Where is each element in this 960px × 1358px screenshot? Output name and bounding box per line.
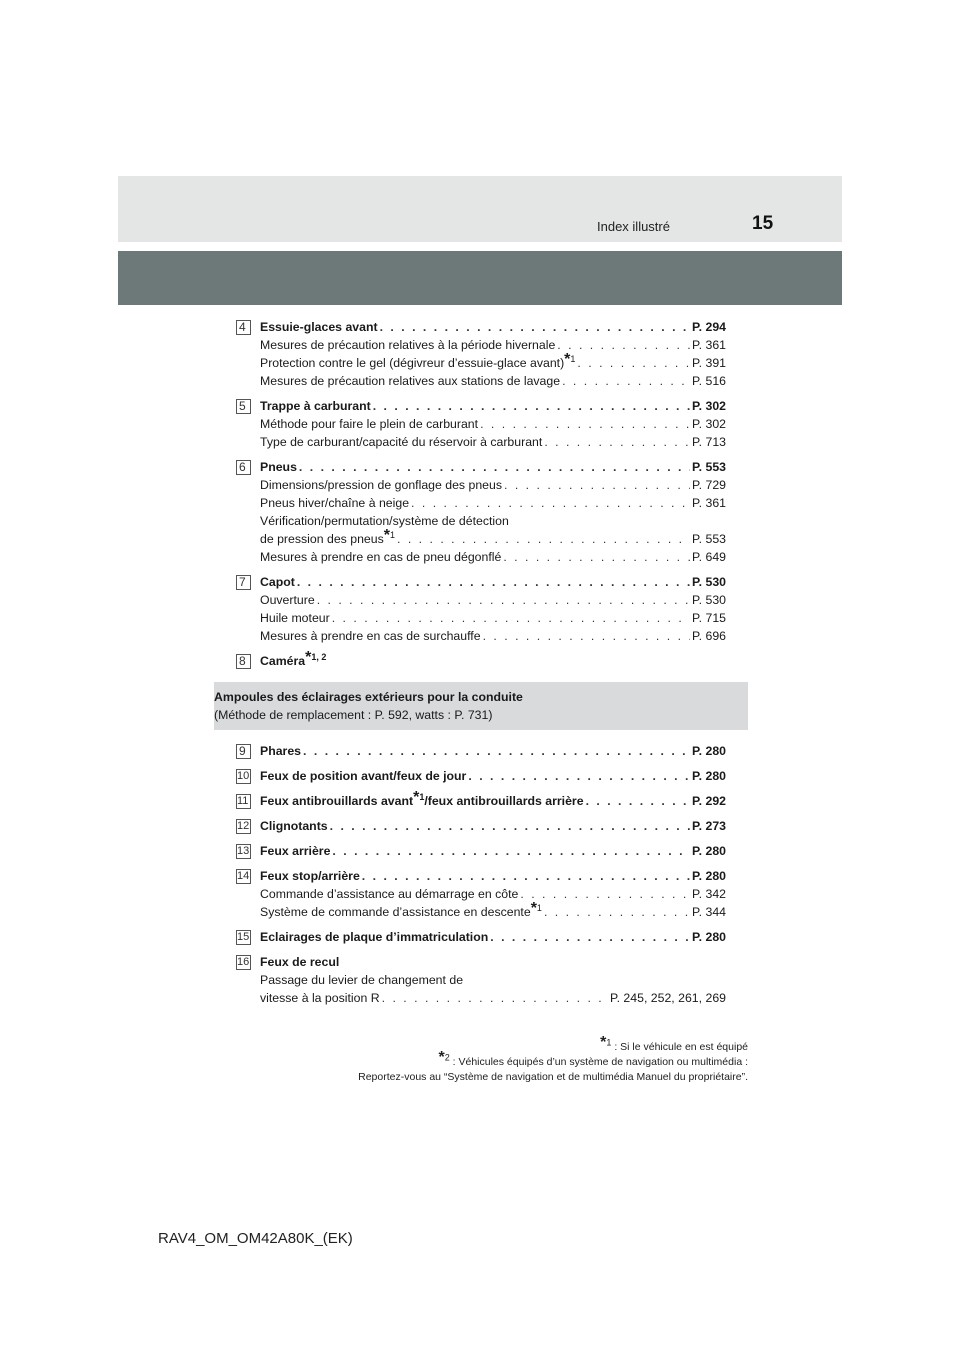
sub-entry: Mesures à prendre en cas de surchauffe [260, 629, 481, 643]
sub-entry-page-link[interactable]: P. 342 [692, 887, 726, 901]
index-entry-wipers [236, 318, 726, 390]
index-entry-turn-signals [236, 817, 726, 835]
index-content [214, 318, 726, 1014]
callout-number: 7 [236, 575, 251, 590]
index-entry-fog-lights [236, 789, 726, 810]
sub-entry: Huile moteur [260, 611, 330, 625]
entry-title: Feux de position avant/feux de jour [260, 769, 467, 783]
index-entry-hood [236, 573, 726, 645]
sub-entry: Mesures à prendre en cas de pneu dégonflé [260, 550, 502, 564]
callout-number: 4 [236, 320, 251, 335]
entry-page-link[interactable]: P. 292 [692, 794, 726, 808]
sub-entry-page-link[interactable]: P. 516 [692, 374, 726, 388]
document-id: RAV4_OM_OM42A80K_(EK) [158, 1230, 353, 1247]
footnote-2: *$^2$ : Véhicules équipés d’un système de navigation ou multimédia : [438, 1049, 748, 1068]
sub-entry: Pneus hiver/chaîne à neige [260, 496, 410, 510]
index-entry-headlights [236, 742, 726, 760]
sub-entry-page-link[interactable]: P. 553 [692, 532, 726, 546]
callout-number: 12 [237, 820, 250, 832]
callout-number: 9 [236, 744, 251, 759]
entry-page-link[interactable]: P. 280 [692, 869, 726, 883]
entry-page-link[interactable]: P. 530 [692, 575, 726, 589]
footnote-1: *$^1$ : Si le véhicule en est équipé [600, 1034, 748, 1053]
callout-number: 14 [237, 870, 250, 882]
sub-entry-page-link[interactable]: P. 344 [692, 905, 726, 919]
sub-entry-page-link[interactable]: P. 530 [692, 593, 726, 607]
entry-title: Feux antibrouillards avant*$^1$/feux antibrouillards arrière [260, 789, 584, 808]
sub-entry: Protection contre le gel (dégivreur d’essuie-glace avant)*$^1$ [260, 351, 576, 370]
header-band-dark [118, 251, 842, 305]
page-number: 15 [752, 213, 774, 234]
entry-page-link[interactable]: P. 280 [692, 930, 726, 944]
callout-number: 8 [236, 654, 251, 669]
entry-title: Capot [260, 575, 295, 589]
index-entry-reverse-lights [236, 953, 726, 1007]
footnote-2-line-2: Reportez-vous au “Système de navigation et de multimédia Manuel du propriétaire”. [358, 1071, 748, 1083]
index-entry-plate-lights [236, 928, 726, 946]
callout-number: 5 [236, 399, 251, 414]
sub-entry: Passage du levier de changement de [260, 973, 464, 987]
sub-entry-page-link[interactable]: P. 302 [692, 417, 726, 431]
callout-number: 10 [237, 770, 250, 782]
banner-title: Ampoules des éclairages extérieurs pour la conduite [214, 690, 523, 704]
index-entry-rear-lights [236, 842, 726, 860]
entry-page-link[interactable]: P. 280 [692, 844, 726, 858]
sub-entry: Système de commande d’assistance en descente*$^1$ [260, 900, 542, 919]
entry-page-link[interactable]: P. 280 [692, 744, 726, 758]
callout-number: 13 [237, 845, 250, 857]
sub-entry: Type de carburant/capacité du réservoir à carburant [260, 435, 543, 449]
sub-entry-page-link[interactable]: P. 361 [692, 496, 726, 510]
callout-number: 6 [236, 460, 251, 475]
entry-page-link[interactable]: P. 553 [692, 460, 726, 474]
sub-entry: de pression des pneus*$^1$ [260, 527, 395, 546]
callout-number: 11 [236, 794, 251, 809]
sub-entry-page-link[interactable]: P. 649 [692, 550, 726, 564]
entry-title: Feux arrière [260, 844, 331, 858]
entry-page-link[interactable]: P. 280 [692, 769, 726, 783]
sub-entry: Dimensions/pression de gonflage des pneus [260, 478, 502, 492]
section-banner [214, 682, 748, 730]
sub-entry-page-link[interactable]: P. 715 [692, 611, 726, 625]
entry-title: Clignotants [260, 819, 328, 833]
footnotes [358, 1034, 748, 1085]
sub-entry: Mesures de précaution relatives aux stations de lavage [260, 374, 561, 388]
entry-title: Eclairages de plaque d’immatriculation [260, 930, 489, 944]
sub-entry-page-link[interactable]: P. 245, 252, 261, 269 [609, 991, 726, 1005]
index-entry-stop-lights [236, 867, 726, 921]
sub-entry-page-link[interactable]: P. 713 [692, 435, 726, 449]
entry-title: Pneus [260, 460, 297, 474]
sub-entry-page-link[interactable]: P. 729 [692, 478, 726, 492]
entry-title: Phares [260, 744, 302, 758]
entry-title: Feux stop/arrière [260, 869, 360, 883]
sub-entry: Mesures de précaution relatives à la période hivernale [260, 338, 556, 352]
entry-title: Essuie-glaces avant [260, 320, 378, 334]
section-title: Index illustré [597, 219, 670, 234]
sub-entry: Ouverture [260, 593, 315, 607]
callout-number: 16 [237, 956, 250, 968]
index-entry-position-lights [236, 767, 726, 785]
index-entry-fuel-door [236, 397, 726, 451]
sub-entry-page-link[interactable]: P. 696 [692, 629, 726, 643]
entry-page-link[interactable]: P. 294 [692, 320, 726, 334]
banner-subtitle: (Méthode de remplacement : P. 592, watts : P. 731) [214, 708, 493, 722]
entry-title: Feux de recul [260, 955, 340, 969]
sub-entry: Méthode pour faire le plein de carburant [260, 417, 479, 431]
entry-title: Trappe à carburant [260, 399, 371, 413]
sub-entry: vitesse à la position R [260, 991, 380, 1005]
header-band-light [118, 176, 842, 242]
entry-page-link[interactable]: P. 302 [692, 399, 726, 413]
entry-page-link[interactable]: P. 273 [692, 819, 726, 833]
index-entry-tires [236, 458, 726, 566]
sub-entry-page-link[interactable]: P. 391 [692, 356, 726, 370]
callout-number: 15 [237, 931, 250, 943]
sub-entry-page-link[interactable]: P. 361 [692, 338, 726, 352]
index-entry-camera [236, 649, 726, 670]
entry-title: Caméra*$^{1, 2}$ [260, 649, 327, 668]
sub-entry: Commande d’assistance au démarrage en côte [260, 887, 519, 901]
sub-entry: Vérification/permutation/système de détection [260, 514, 509, 528]
